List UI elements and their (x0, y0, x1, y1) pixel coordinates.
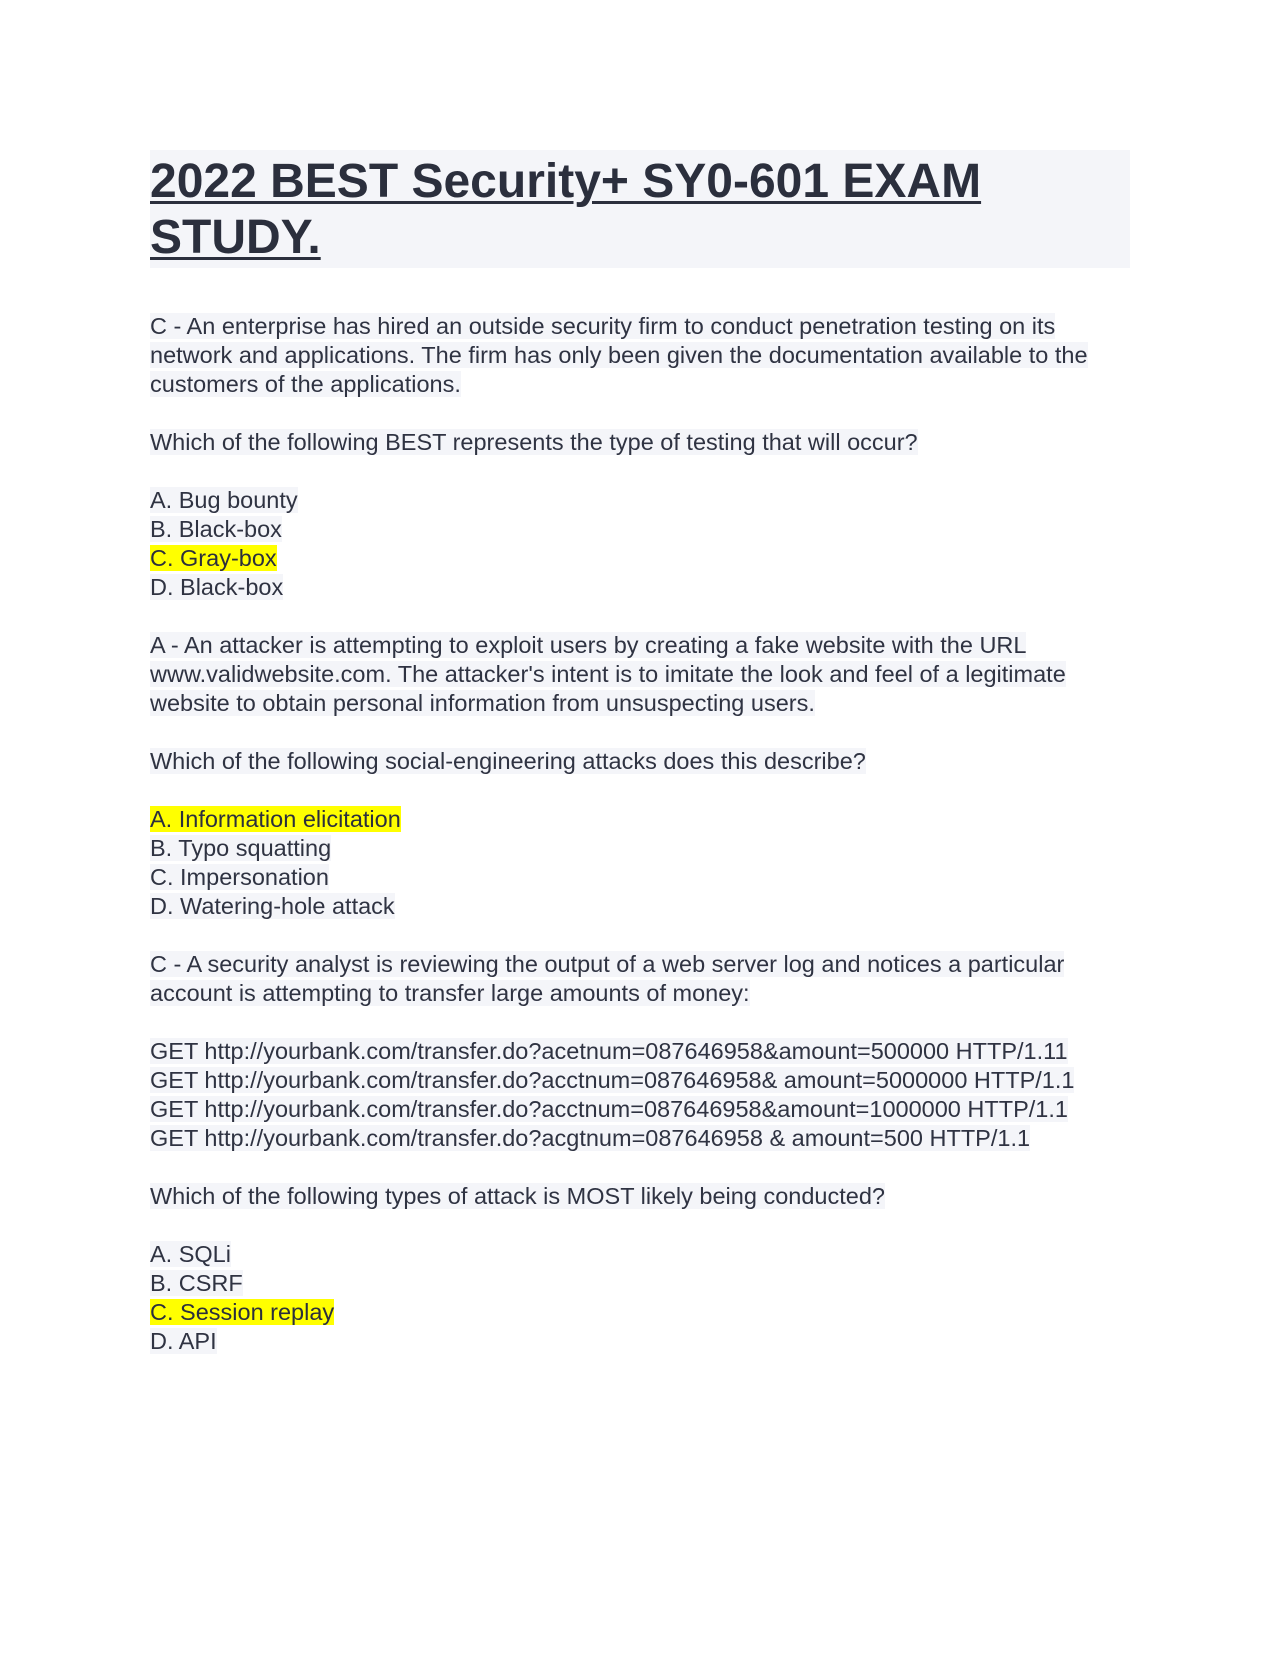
question-2 (150, 631, 1130, 921)
question-2-option-b: B. Typo squatting (150, 835, 332, 861)
question-1-prompt (150, 312, 1130, 399)
question-3-option-b: B. CSRF (150, 1270, 243, 1296)
question-2-question-text: Which of the following social-engineering attacks does this describe? (150, 748, 866, 774)
title-block (150, 150, 1130, 268)
question-1-option-c-answer: C. Gray-box (150, 545, 277, 571)
question-3-question (150, 1182, 1130, 1211)
log-line-2: GET http://yourbank.com/transfer.do?acctnum=087646958& amount=5000000 HTTP/1.1 (150, 1067, 1075, 1093)
question-1-option-a: A. Bug bounty (150, 487, 298, 513)
question-2-option-c: C. Impersonation (150, 864, 329, 890)
question-2-question (150, 747, 1130, 776)
question-3-prompt (150, 950, 1130, 1008)
question-3-prompt-text: C - A security analyst is reviewing the output of a web server log and notices a particular account is attempting to transfer large amounts of money: (150, 951, 1065, 1006)
question-3-option-d: D. API (150, 1328, 217, 1354)
log-line-3: GET http://yourbank.com/transfer.do?acctnum=087646958&amount=1000000 HTTP/1.1 (150, 1096, 1068, 1122)
question-1-prompt-text: C - An enterprise has hired an outside security firm to conduct penetration testing on its network and applications. The firm has only been given the documentation available to the customers of the applications. (150, 313, 1088, 397)
question-3-option-a: A. SQLi (150, 1241, 231, 1267)
question-3-question-text: Which of the following types of attack is MOST likely being conducted? (150, 1183, 885, 1209)
question-3 (150, 950, 1130, 1356)
question-1 (150, 312, 1130, 602)
question-1-option-b: B. Black-box (150, 516, 282, 542)
question-2-prompt-text: A - An attacker is attempting to exploit users by creating a fake website with the URL www.validwebsite.com. The attacker's intent is to imitate the look and feel of a legitimate website to obtain personal information from unsuspecting users. (150, 632, 1066, 716)
question-3-option-c-answer: C. Session replay (150, 1299, 335, 1325)
log-line-4: GET http://yourbank.com/transfer.do?acgtnum=087646958 & amount=500 HTTP/1.1 (150, 1125, 1031, 1151)
document-page (150, 150, 1130, 1356)
question-1-question-text: Which of the following BEST represents the type of testing that will occur? (150, 429, 918, 455)
question-2-option-a-answer: A. Information elicitation (150, 806, 401, 832)
question-2-prompt (150, 631, 1130, 718)
question-1-question (150, 428, 1130, 457)
document-title: 2022 BEST Security+ SY0-601 EXAM STUDY. (150, 155, 982, 264)
question-2-option-d: D. Watering-hole attack (150, 893, 395, 919)
question-1-option-d: D. Black-box (150, 574, 284, 600)
log-line-1: GET http://yourbank.com/transfer.do?acetnum=087646958&amount=500000 HTTP/1.11 (150, 1038, 1068, 1064)
